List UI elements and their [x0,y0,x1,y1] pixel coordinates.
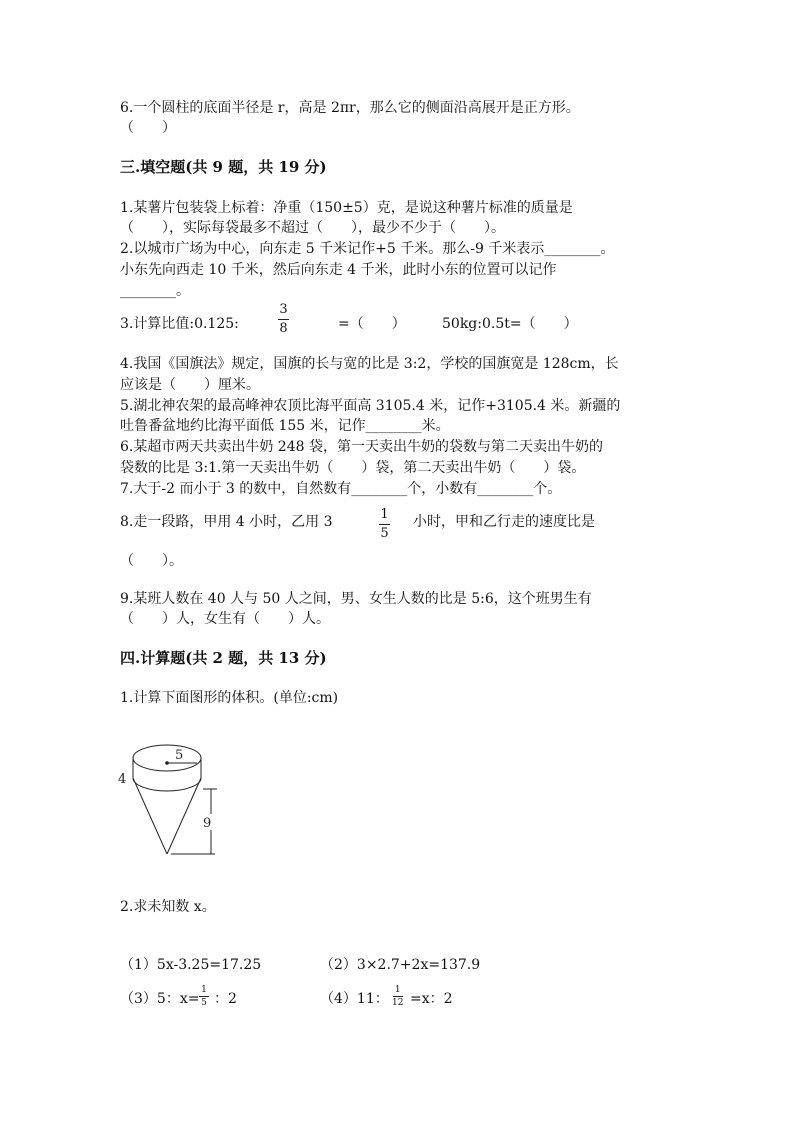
calc-q1-text: 1.计算下面图形的体积。(单位:cm) [120,690,339,706]
fill-q6-line2: 袋数的比是 3:1.第一天卖出牛奶（ ）袋，第二天卖出牛奶（ ）袋。 [120,460,586,476]
fraction-bar [278,319,289,320]
fill-q2-line3: ________。 [120,283,190,299]
fill-q2-line1: 2.以城市广场为中心，向东走 5 千米记作+5 千米。那么-9 千米表示________。 [120,241,615,257]
fill-q1-line1: 1.某薯片包装袋上标着：净重（150±5）克，是说这种薯片标准的质量是 [120,200,573,216]
fill-q6-line1: 6.某超市两天共卖出牛奶 248 袋，第一天卖出牛奶的袋数与第二天卖出牛奶的 [120,439,603,455]
fill-q8-line2: （ ）。 [120,553,183,569]
fill-q3-answer1: =（ ） [338,316,406,332]
equation-3-fraction-numerator: 1 [201,985,207,995]
judge-q6-line1: 6.一个圆柱的底面半径是 r，高是 2πr，那么它的侧面沿高展开是正方形。 [120,100,580,116]
fill-q5-line1: 5.湖北神农架的最高峰神农顶比海平面高 3105.4 米，记作+3105.4 米。新疆的 [120,398,621,414]
cylinder-cone-figure [115,728,225,863]
fill-q3-fraction [278,303,289,336]
fill-q5-line2: 吐鲁番盆地约比海平面低 155 米，记作________米。 [120,418,450,434]
equation-3-suffix: ：2 [214,991,237,1007]
equation-4-prefix: （4）11： [320,991,389,1007]
cylinder-height-label: 4 [118,772,127,787]
radius-label: 5 [175,748,184,763]
equation-4-suffix: =x：2 [410,991,453,1007]
fill-q1-line2: （ ），实际每袋最多不超过（ ），最少不少于（ ）。 [120,220,505,236]
fill-q4-line1: 4.我国《国旗法》规定，国旗的长与宽的比是 3:2，学校的国旗宽是 128cm，长 [120,356,619,372]
cone-height-label: 9 [203,816,212,831]
calc-q2-text: 2.求未知数 x。 [120,899,216,915]
fill-q3-fraction-denominator: 8 [279,321,288,336]
section4-title: 四.计算题(共 2 题，共 13 分) [120,649,327,667]
fill-q8-suffix: 小时，甲和乙行走的速度比是 [413,514,595,530]
fill-q8-prefix: 8.走一段路，甲用 4 小时，乙用 3 [120,514,333,530]
fill-q3-part2: 50kg:0.5t=（ ） [442,316,578,332]
fill-q9-line2: （ ）人，女生有（ ）人。 [120,611,330,627]
fill-q2-line2: 小东先向西走 10 千米，然后向东走 4 千米，此时小东的位置可以记作 [120,262,557,278]
judge-q6-line2: （ ） [120,120,176,136]
equation-3-fraction [199,985,209,1008]
section3-title: 三.填空题(共 9 题，共 19 分) [120,158,327,176]
equation-4-fraction-numerator: 1 [394,985,401,995]
fill-q9-line1: 9.某班人数在 40 人与 50 人之间，男、女生人数的比是 5:6，这个班男生有 [120,591,592,607]
fraction-bar [393,996,403,997]
fill-q8-fraction [379,508,390,541]
fill-q8-fraction-numerator: 1 [380,507,389,522]
fraction-bar [379,524,390,525]
equation-3-fraction-denominator: 5 [201,998,207,1008]
fill-q7-line1: 7.大于-2 而小于 3 的数中，自然数有________个，小数有________个。 [120,481,562,497]
equation-4-fraction-denominator: 12 [392,998,404,1008]
equation-2: （2）3×2.7+2x=137.9 [320,957,481,973]
equation-3-prefix: （3）5：x= [120,991,200,1007]
cylinder-bottom-arc [133,778,201,791]
fill-q3-fraction-numerator: 3 [279,302,288,317]
cylinder-top-ellipse [133,745,201,771]
equation-1: （1）5x-3.25=17.25 [120,957,262,973]
fraction-bar [199,996,209,997]
fill-q8-fraction-denominator: 5 [380,526,389,541]
equation-4-fraction [392,985,403,1008]
fill-q3-prefix: 3.计算比值:0.125: [120,316,239,332]
fill-q4-line2: 应该是（ ）厘米。 [120,377,260,393]
